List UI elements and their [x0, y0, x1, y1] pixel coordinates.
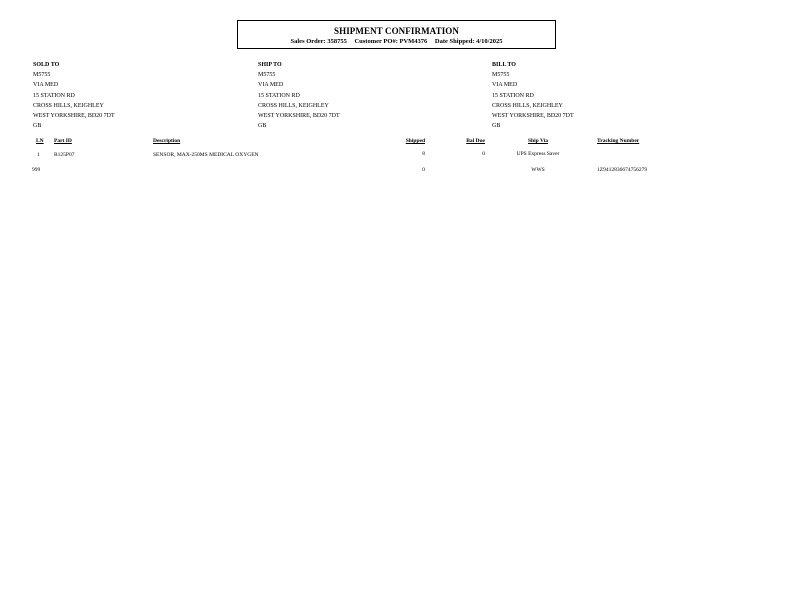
customer-po-label: Customer PO#: — [354, 38, 398, 45]
bill-to-block — [492, 60, 574, 131]
sold-to-line: 15 STATION RD — [33, 92, 75, 99]
sold-to-line: WEST YORKSHIRE, BD20 7DT — [33, 113, 115, 120]
footer-shipped: 0 — [422, 167, 425, 173]
ship-to-line: M5755 — [258, 72, 276, 79]
document-title: SHIPMENT CONFIRMATION — [333, 26, 460, 36]
footer-ship-via: WWS — [531, 167, 545, 173]
date-shipped-value: 4/10/2025 — [476, 38, 503, 45]
customer-po — [354, 38, 427, 45]
ship-to-line: CROSS HILLS, KEIGHLEY — [258, 102, 329, 109]
bill-to-line: GB — [492, 123, 501, 130]
customer-po-value: PVM4376 — [399, 38, 428, 45]
row-ln: 1 — [37, 152, 40, 158]
ship-to-line: WEST YORKSHIRE, BD20 7DT — [258, 113, 340, 120]
date-shipped-label: Date Shipped: — [434, 38, 475, 45]
row-bal-due: 0 — [482, 151, 485, 157]
date-shipped — [435, 38, 503, 45]
ship-to-line: VIA MED — [258, 82, 284, 89]
row-ship-via: UPS Express Saver — [516, 151, 560, 157]
ship-to-block — [258, 60, 340, 131]
sold-to-line: GB — [33, 123, 42, 130]
sales-order — [291, 38, 347, 45]
col-header-bal-due: Bal Due — [466, 138, 485, 144]
bill-to-line: WEST YORKSHIRE, BD20 7DT — [492, 113, 574, 120]
bill-to-line: CROSS HILLS, KEIGHLEY — [492, 102, 563, 109]
bill-to-line: 15 STATION RD — [492, 92, 534, 99]
col-header-description: Description — [153, 138, 181, 144]
sold-to-line: CROSS HILLS, KEIGHLEY — [33, 102, 104, 109]
bill-to-line: M5755 — [492, 72, 510, 79]
ship-to-line: 15 STATION RD — [258, 92, 300, 99]
sold-to-block — [33, 60, 115, 131]
sold-to-line: VIA MED — [33, 82, 59, 89]
col-header-ship-via: Ship Via — [527, 138, 549, 144]
footer-tracking-number: 1Z9412836674756279 — [597, 167, 648, 173]
bill-to-line: VIA MED — [492, 82, 518, 89]
sold-to-line: M5755 — [33, 72, 51, 79]
order-summary-line — [238, 38, 555, 45]
col-header-tracking: Tracking Number — [597, 138, 640, 144]
row-part-id: R125P07 — [54, 152, 75, 158]
sales-order-label: Sales Order: — [290, 38, 326, 45]
col-header-shipped: Shipped — [405, 138, 425, 144]
row-shipped: 8 — [422, 151, 425, 157]
ship-to-label: SHIP TO — [258, 62, 282, 68]
ship-to-line: GB — [258, 123, 267, 130]
sales-order-value: 358755 — [327, 38, 347, 45]
footer-code: 999 — [32, 167, 41, 173]
row-description: SENSOR, MAX-250MS MEDICAL OXYGEN — [153, 152, 259, 158]
col-header-part-id: Part ID — [54, 138, 72, 144]
sold-to-label: SOLD TO — [33, 62, 60, 68]
col-header-ln: LN — [36, 138, 44, 144]
bill-to-label: BILL TO — [492, 62, 516, 68]
title-box — [237, 20, 556, 49]
